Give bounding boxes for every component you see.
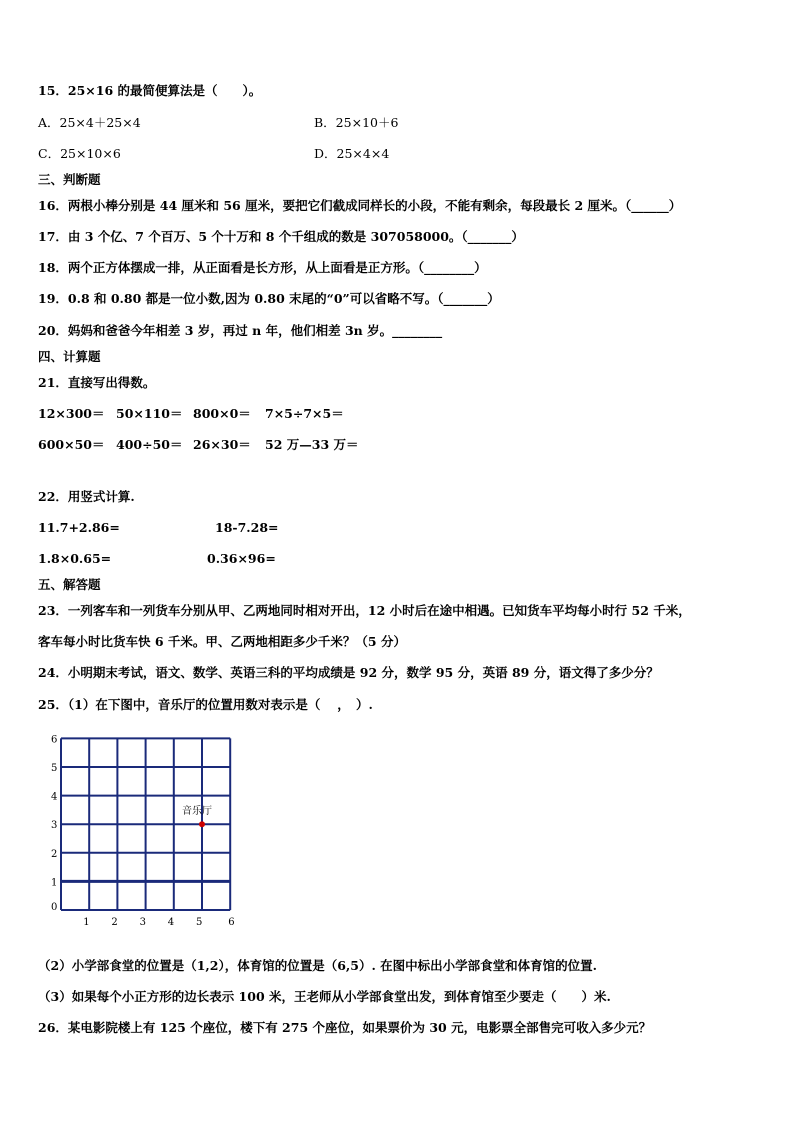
q23-line-1: 23．一列客车和一列货车分别从甲、乙两地同时相对开出，12 小时后在途中相遇。已知货车平均每小时行 52 千米， — [38, 603, 691, 618]
y-axis-tick-label: 1 — [51, 877, 58, 889]
q24-text: 24．小明期末考试，语文、数学、英语三科的平均成绩是 92 分，数学 95 分，英语 89 分，语文得了多少分？ — [38, 665, 659, 680]
q20-text: 20．妈妈和爸爸今年相差 3 岁，再过 n 年，他们相差 3n 岁。________ — [38, 323, 443, 338]
x-axis-tick-label: 6 — [228, 917, 235, 928]
q15-option-d: D．25×4×4 — [314, 146, 390, 161]
section-heading-3: 三、判断题 — [38, 172, 101, 187]
q22-item: 1.8×0.65= — [38, 551, 112, 566]
x-axis-tick-label: 4 — [167, 917, 175, 928]
q19-text: 19．0.8 和 0.80 都是一位小数,因为 0.80 末尾的“0”可以省略不写。（_______） — [38, 291, 500, 306]
q25-part-1: 25．（1）在下图中，音乐厅的位置用数对表示是（ ， ）. — [38, 697, 373, 712]
q21-item: 400÷50＝ — [116, 437, 183, 452]
q15-option-b: B．25×10＋6 — [314, 115, 399, 130]
y-axis-tick-label: 3 — [51, 820, 58, 832]
q22-item: 18-7.28= — [215, 520, 279, 535]
q15-option-c: C．25×10×6 — [38, 146, 121, 161]
section-heading-4: 四、计算题 — [38, 349, 101, 364]
music-hall-point — [199, 821, 205, 827]
q21-item: 600×50＝ — [38, 437, 105, 452]
section-heading-5: 五、解答题 — [38, 577, 101, 592]
coordinate-grid-figure — [40, 732, 240, 932]
q23-line-2: 客车每小时比货车快 6 千米。甲、乙两地相距多少千米？（5 分） — [38, 634, 406, 649]
q21-stem: 21．直接写出得数。 — [38, 375, 156, 390]
q17-text: 17．由 3 个亿、7 个百万、5 个十万和 8 个千组成的数是 307058000。（_______） — [38, 229, 524, 244]
q22-item: 11.7+2.86= — [38, 520, 120, 535]
q22-item: 0.36×96= — [207, 551, 276, 566]
y-axis-tick-label: 0 — [51, 902, 58, 913]
q21-item: 50×110＝ — [116, 406, 183, 421]
x-axis-tick-label: 5 — [196, 917, 203, 928]
q21-item: 12×300＝ — [38, 406, 105, 421]
q22-stem: 22．用竖式计算. — [38, 489, 135, 504]
coordinate-grid — [40, 732, 240, 932]
q21-item: 800×0＝ — [193, 406, 251, 421]
q18-text: 18．两个正方体摆成一排，从正面看是长方形，从上面看是正方形。（________） — [38, 260, 487, 275]
q21-item: 7×5÷7×5＝ — [265, 406, 344, 421]
music-hall-label: 音乐厅 — [182, 806, 212, 818]
y-axis-tick-label: 6 — [51, 734, 58, 746]
q21-item: 26×30＝ — [193, 437, 251, 452]
q21-item: 52 万—33 万＝ — [265, 437, 359, 452]
x-axis-tick-label: 2 — [111, 917, 118, 928]
q16-text: 16．两根小棒分别是 44 厘米和 56 厘米，要把它们截成同样长的小段，不能有剩余，每段最长 2 厘米。（______） — [38, 198, 682, 213]
x-axis-tick-label: 1 — [83, 917, 90, 928]
q15-option-a: A．25×4＋25×4 — [38, 115, 141, 130]
y-axis-tick-label: 2 — [51, 848, 58, 860]
q25-part-3: （3）如果每个小正方形的边长表示 100 米，王老师从小学部食堂出发，到体育馆至少要走（ ）米. — [38, 989, 611, 1004]
q26-text: 26．某电影院楼上有 125 个座位，楼下有 275 个座位，如果票价为 30 元，电影票全部售完可收入多少元？ — [38, 1020, 652, 1035]
y-axis-tick-label: 4 — [51, 791, 58, 803]
q15-stem: 15．25×16 的最简便算法是（ ）。 — [38, 83, 262, 98]
q25-part-2: （2）小学部食堂的位置是（1,2），体育馆的位置是（6,5）. 在图中标出小学部食堂和体育馆的位置. — [38, 958, 597, 973]
y-axis-tick-label: 5 — [51, 763, 58, 774]
x-axis-tick-label: 3 — [139, 917, 146, 928]
